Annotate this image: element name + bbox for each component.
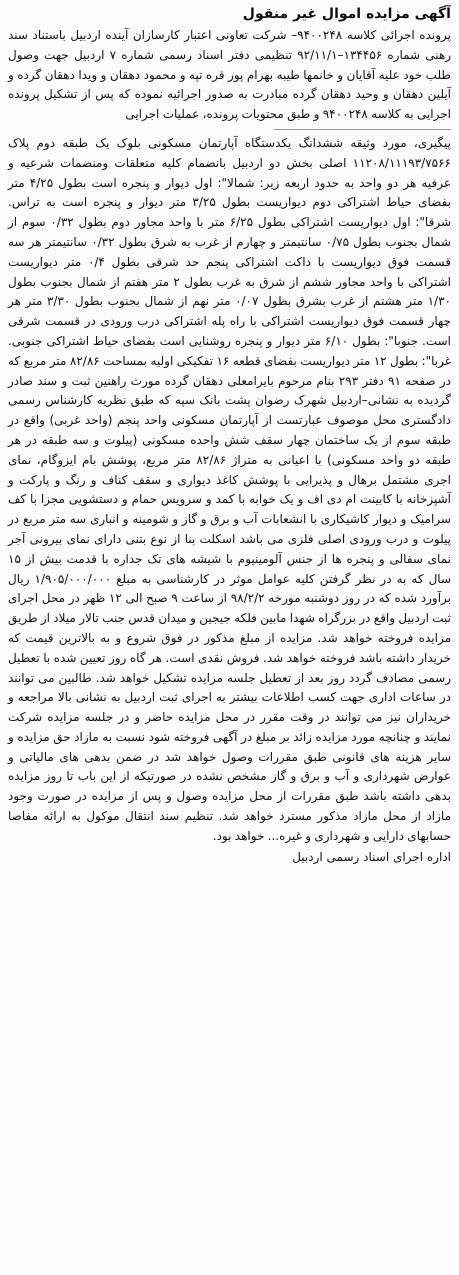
- notice-header-block: [8, 4, 451, 125]
- notice-intro-paragraph: پرونده اجرائی کلاسه ۹۴۰۰۲۴۸– شرکت تعاونی اعتبار کارسازان آینده اردبیل باستناد سند رهنی شماره ۱۳۴۴۵۶–۹۲/۱۱/۱ تنظیمی دفتر اسناد رسمی شماره ۷ اردبیل جهت وصول طلب خود علیه آقایان و خانمها طیبه بهرام پور قره تپه و محمود دهقان و ویدا دهقان گرده و آیلین دهقان و وحید دهقان گرده مبادرت به صدور اجرائیه نموده که پس از تشکیل پرونده اجرایی به کلاسه ۹۴۰۰۲۴۸ و طبق محتویات پرونده، عملیات اجرایی: [8, 28, 451, 122]
- column-divider: [274, 129, 451, 130]
- notice-body-paragraph: پیگیری، مورد وثیقه ششدانگ یکدستگاه آپارتمان مسکونی بلوک یک طبقه دوم پلاک ۱۱۲۰۸/۱۱۱۹۳/۷۵۶۶ اصلی بخش دو اردبیل بانضمام کلیه متعلقات ومنضمات شرعیه و عرفیه هر دو واحد به حدود اربعه زیر: شمالا": اول دیوار و پنجره است بطول ۴/۲۵ متر بفضای حیاط اشتراکی دوم دیواریست بطول ۳/۲۵ متر دیوار و پنجره است به تراس. شرقا": اول دیواریست اشتراکی بطول ۶/۲۵ متر با واحد مجاور دوم بطول ۰/۳۲ سوم از شمال بجنوب بطول ۰/۷۵ سانتیمتر و چهارم از غرب به شرق بطول ۰/۳۲ سانتیمتر هر سه قسمت فوق دیواریست با داکت اشتراکی پنجم حد شرقی بطول ۰/۴ متر دیواریست اشتراکی با واحد مجاور ششم از شرق به غرب بطول ۲ متر هفتم از شمال بجنوب بطول ۱/۳۰ متر هشتم از غرب بشرق بطول ۰/۰۷ متر نهم از شمال بجنوب بطول ۳/۳۰ متر هر چهار قسمت فوق دیواریست اشتراکی با راه پله اشتراکی درب ورودی در قسمت شرقی است. جنوبا": بطول ۶/۱۰ متر دیوار و پنجره روشنایی است بفضای حیاط اشتراکی جنوبی. غربا": بطول ۱۲ متر دیواریست بفضای قطعه ۱۶ تفکیکی اولیه بمساحت ۸۲/۸۶ متر مربع که در صفحه ۹۱ دفتر ۲۹۳ بنام مرحوم بایرامعلی دهقان گرده مورث راهنین ثبت و سند صادر گردیده به نشانی–اردبیل شهرک رضوان پشت بانک سپه که طبق نظریه کارشناس رسمی دادگستری محل موصوف عبارتست از آپارتمان مسکونی واحد پنجم (واحد غربی) واقع در طبقه سوم از یک ساختمان چهار سقف شش واحده مسکونی (پیلوت و سه طبقه در هر طبقه دو واحد مسکونی) با اعیانی به متراژ ۸۲/۸۶ متر مربع، پوشش بام ایزوگام، نمای اجری مشتمل برهال و پذیرایی با پوشش کاغذ دیواری و سقف کناف و رنگ و پارکت و آشپزخانه با کابینت ام دی اف و یک خوابه با کمد و سرویس حمام و دستشویی مجزا با کف سرامیک و دیوار کاشیکاری با انشعابات آب و برق و گاز و شومینه و انباری سه متر مربع در پیلوت و درب ورودی اصلی فلزی می باشد اسکلت بنا از نوع بتنی دارای نمای بیرونی آجر نمای سفالی و پنجره ها از جنس آلومینیوم با شیشه های تک جداره با قدمت بیش از ۱۵ سال که به در نظر گرفتن کلیه عوامل موثر در کارشناسی به مبلغ ۱/۹۰۵/۰۰۰/۰۰۰ ریال برآورد شده که در روز دوشنبه مورخه ۹۸/۲/۲ از ساعت ۹ صبح الی ۱۲ ظهر در محل اجرای ثبت اردبیل واقع در بزرگراه شهدا مابین فلکه جیجین و میدان قدس جنب تالار میلاد از طریق مزایده فروخته خواهد شد. مزایده از مبلغ مذکور در فوق شروع و به بالاترین قیمت که خریدار داشته باشد فروخته خواهد شد. فروش نقدی است. هر گاه روز تعیین شده با تعطیل رسمی مصادف گردد روز بعد از تعطیل جلسه مزایده تشکیل خواهد شد. طالبین می توانند در ساعات اداری جهت کسب اطلاعات بیشتر به اجرای ثبت اردبیل به نشانی بالا مراجعه و خریداران نیز می توانند در وقت مقرر در محل مزایده حاضر و در جلسه مزایده شرکت نمایند و چنانچه مورد مزایده زائد بر مبلغ در آگهی فروخته شود نسبت به مازاد حق مزایده و سایر هزینه های قانونی طبق مقررات وصول خواهد شد در ضمن بدهی های مالیاتی و عوارض شهرداری و آب و برق و گاز مشخص نشده در صورتیکه از این باب تا روز مزایده بدهی داشته باشد طبق مقررات از محل مزایده وصول و پس از مزایده در صورت وجود مازاد از محل مازاد مذکور مسترد خواهد شد. تنظیم سند انتقال موکول به ارائه مفاصا حسابهای دارایی و شهرداری و غیره... خواهد بود.: [8, 135, 452, 843]
- notice-title: آگهی مزایده اموال غیر منقول: [242, 6, 451, 22]
- notice-signature: اداره اجرای اسناد رسمی اردبیل: [292, 849, 451, 864]
